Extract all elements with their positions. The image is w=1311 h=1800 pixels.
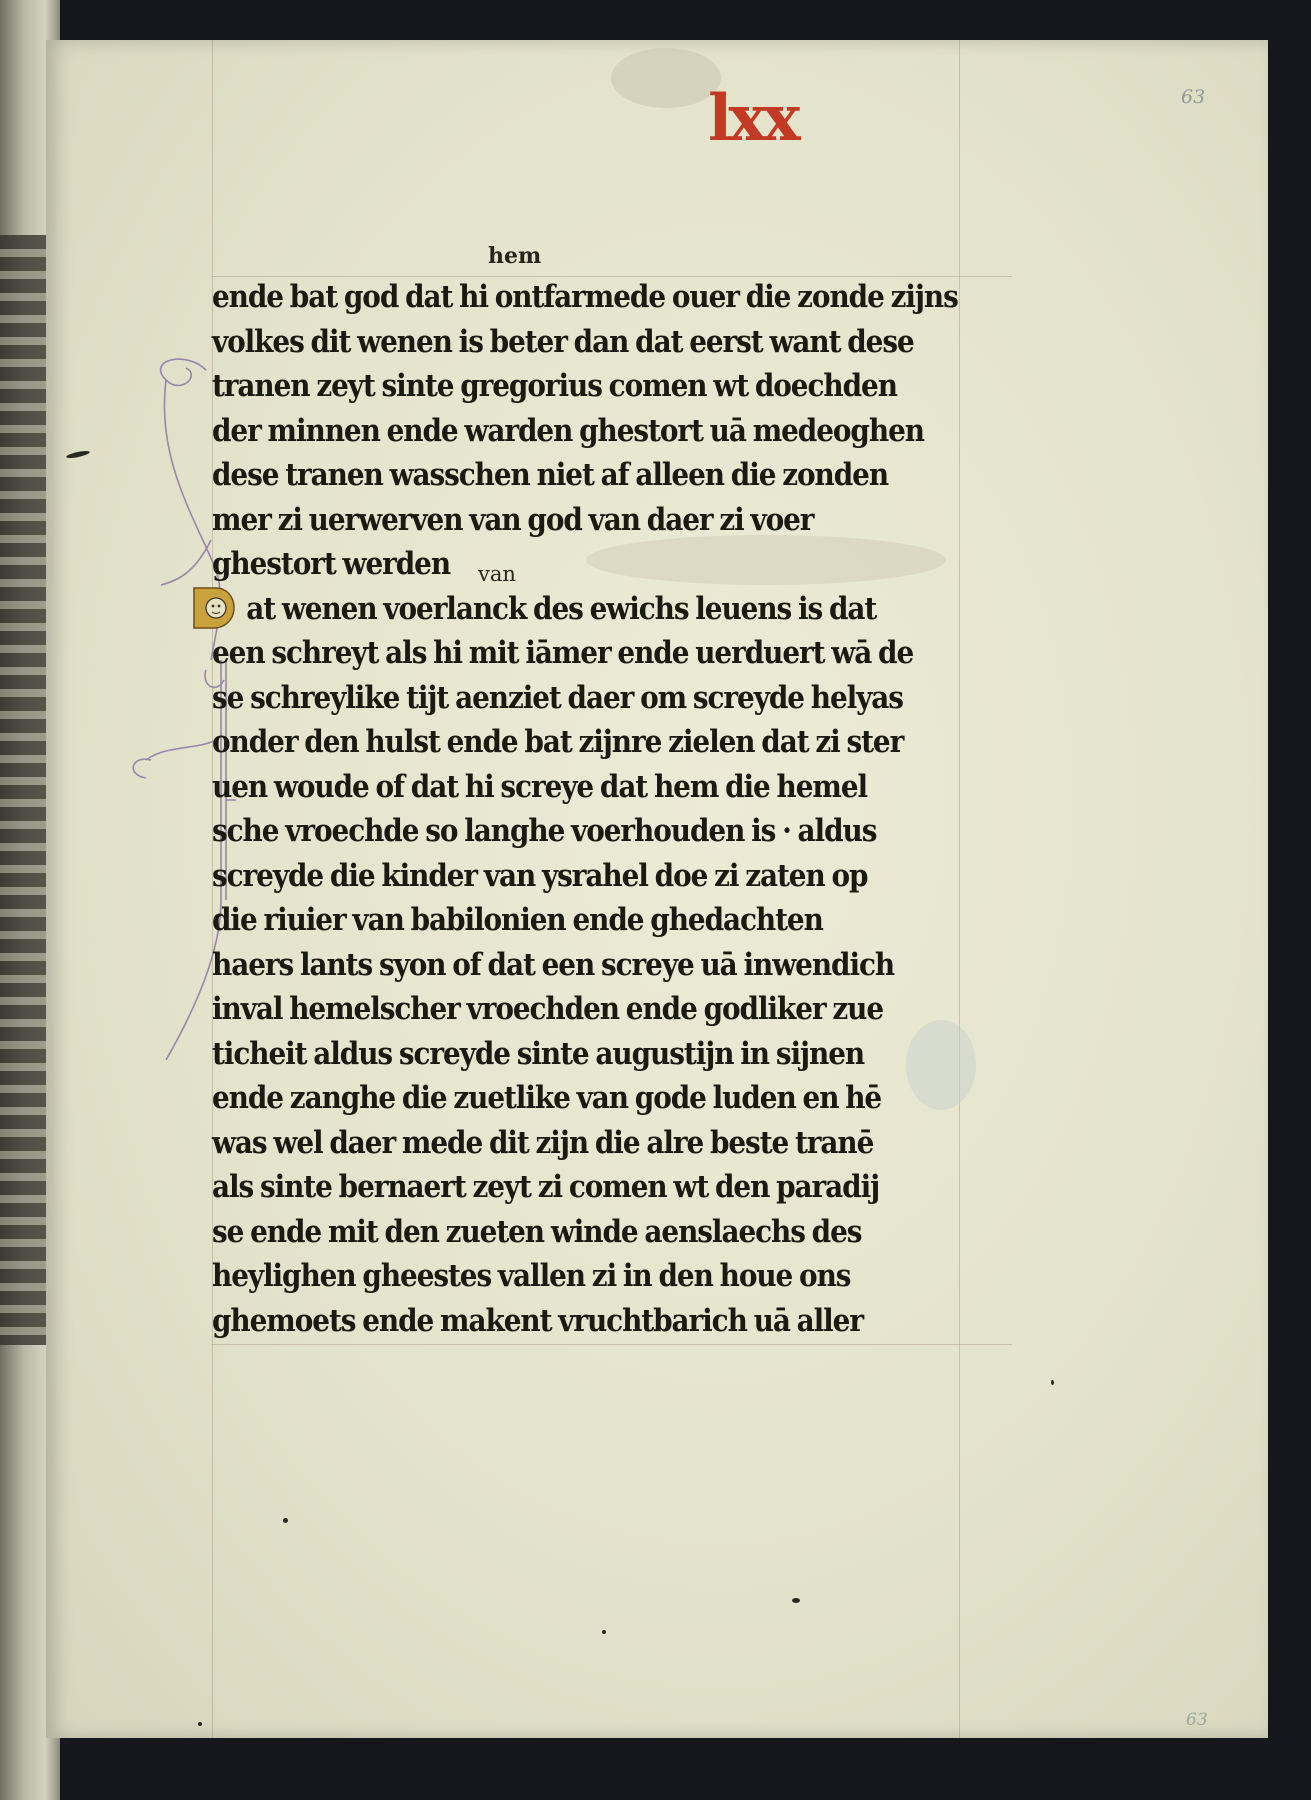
text-line: ghemoets ende makent vruchtbarich uā aller (212, 1302, 863, 1339)
speck (198, 1722, 202, 1726)
chapter-heading: lxx (708, 81, 797, 156)
speck (602, 1630, 606, 1634)
text-line: heylighen gheestes vallen zi in den houe ons (212, 1258, 851, 1294)
text-line: mer zi uerwerven van god van daer zi voer (212, 501, 814, 538)
text-line: onder den hulst ende bat zijnre zielen dat zi ster (212, 724, 904, 760)
text-line: ende zanghe die zuetlike van gode luden en hē (212, 1080, 882, 1116)
main-text-block (212, 275, 1012, 1343)
speck (66, 450, 91, 460)
speck (792, 1598, 800, 1603)
interlinear-gloss: hem (488, 243, 542, 269)
text-line: tranen zeyt sinte gregorius comen wt doechden (212, 368, 897, 404)
text-line: ticheit aldus screyde sinte augustijn in sijnen (212, 1035, 865, 1072)
flourish-branch (161, 540, 211, 585)
text-line: der minnen ende warden ghestort uā medeoghen (212, 412, 924, 449)
text-line: als sinte bernaert zeyt zi comen wt den paradij (212, 1169, 880, 1205)
text-line: haers lants syon of dat een screye uā inwendich (212, 946, 895, 983)
flourish-curl (133, 759, 151, 778)
text-line: at wenen voerlanck des ewichs leuens is dat (246, 590, 877, 627)
flourish-curl (161, 359, 206, 385)
text-line: ende bat god dat hi ontfarmede ouer die zonde zijns (212, 279, 958, 315)
interlinear-gloss: van (478, 562, 516, 586)
text-line: screyde die kinder van ysrahel doe zi zaten op (212, 857, 868, 894)
text-line: inval hemelscher vroechden ende godliker zue (212, 991, 884, 1027)
text-line: ghestort werden (212, 546, 451, 582)
previous-leaf-text (0, 235, 48, 1345)
text-line: sche vroechde so langhe voerhouden is · aldus (212, 813, 877, 849)
speck (283, 1518, 288, 1523)
text-line: was wel daer mede dit zijn die alre beste tranē (212, 1124, 874, 1161)
stain (611, 48, 721, 108)
text-line: uen woude of dat hi screye dat hem die hemel (212, 768, 868, 805)
speck (1051, 1380, 1054, 1385)
text-line: die riuier van babilonien ende ghedachten (212, 902, 823, 938)
folio-number-bottom: 63 (1186, 1710, 1208, 1730)
text-line: se schreylike tijt aenziet daer om screyde helyas (212, 679, 903, 716)
text-line: volkes dit wenen is beter dan dat eerst want dese (212, 323, 914, 360)
text-line: dese tranen wasschen niet af alleen die zonden (212, 457, 889, 493)
folio-number: 63 (1181, 86, 1206, 108)
text-line: een schreyt als hi mit iāmer ende uerduert wā de (212, 635, 914, 671)
text-line: se ende mit den zueten winde aenslaechs des (212, 1213, 862, 1250)
ruling-bottom (212, 1344, 1012, 1345)
flourish-branch (146, 740, 216, 760)
manuscript-leaf (46, 40, 1268, 1738)
